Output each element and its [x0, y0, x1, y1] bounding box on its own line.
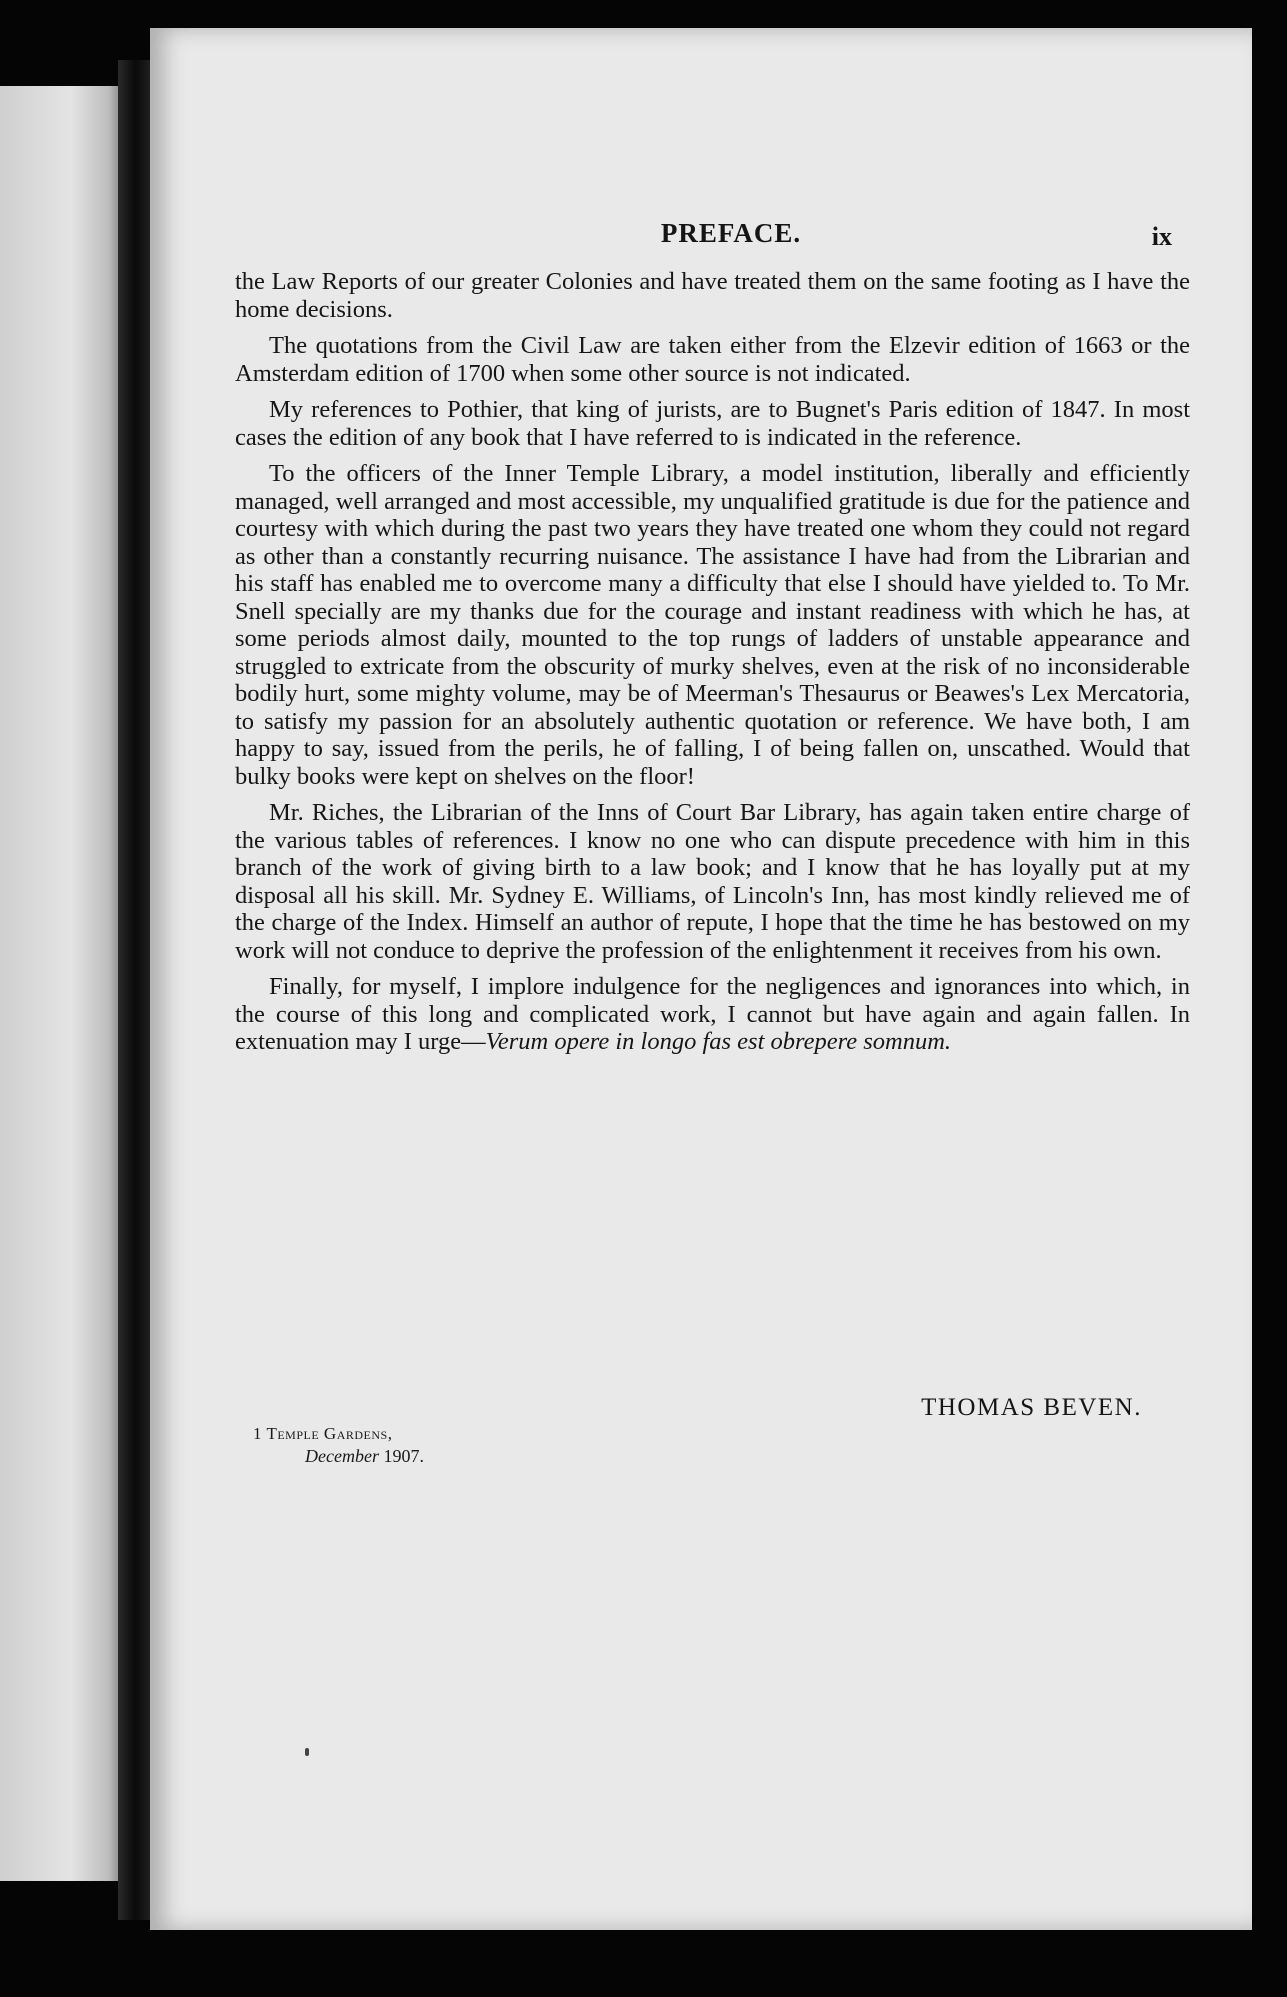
date-year: 1907.: [383, 1446, 424, 1466]
paragraph-inner-temple: To the officers of the Inner Temple Library, a model institution, liberally and efficiently managed, well arranged and most accessible, my unqualified gratitude is due for the patience and courtesy with which during the past two years they have treated one whom they could not regard as other than a constantly recurring nuisance. The assistance I have had from the Librarian and his staff has enabled me to overcome many a difficulty that else I should have yielded to. To Mr. Snell specially are my thanks due for the courage and instant readiness with which he has, at some periods almost daily, mounted to the top rungs of ladders of unstable appearance and struggled to extricate from the obscurity of murky shelves, even at the risk of no inconsiderable bodily hurt, some mighty volume, may be of Meerman's Thesaurus or Beawes's Lex Mercatoria, to satisfy my passion for an absolutely authentic quotation or reference. We have both, I am happy to say, issued from the perils, he of falling, I of being fallen on, unscathed. Would that bulky books were kept on shelves on the floor!: [235, 460, 1190, 790]
paragraph-civil-law: The quotations from the Civil Law are taken either from the Elzevir edition of 1663 or the Amsterdam edition of 1700 when some other source is not indicated.: [235, 332, 1190, 387]
facing-page-edge: [0, 86, 128, 1881]
scan-speck: [305, 1748, 309, 1756]
date-month: December: [305, 1446, 379, 1466]
address-line: 1 Temple Gardens,: [253, 1424, 393, 1443]
paragraph-riches: Mr. Riches, the Librarian of the Inns of Court Bar Library, has again taken entire charge of the various tables of references. I know no one who can dispute precedence with him in this branch of the work of giving birth to a law book; and I know that he has loyally put at my disposal all his skill. Mr. Sydney E. Williams, of Lincoln's Inn, has most kindly relieved me of the charge of the Index. Himself an author of repute, I hope that the time he has bestowed on my work will not conduce to deprive the profession of the enlightenment it receives from his own.: [235, 799, 1190, 964]
address-block: [253, 1423, 424, 1467]
author-signature: THOMAS BEVEN.: [921, 1394, 1142, 1421]
page-number: ix: [1151, 222, 1172, 251]
running-title: PREFACE.: [660, 218, 802, 248]
latin-quote: Verum opere in longo fas est obrepere somnum.: [485, 1028, 952, 1055]
book-gutter: [118, 60, 152, 1920]
paragraph-closing: [235, 973, 1190, 1056]
paragraph-pothier: My references to Pothier, that king of jurists, are to Bugnet's Paris edition of 1847. In most cases the edition of any book that I have referred to is indicated in the reference.: [235, 396, 1190, 451]
paragraph-continuation: the Law Reports of our greater Colonies and have treated them on the same footing as I have the home decisions.: [235, 268, 1190, 323]
page-header: [150, 218, 1252, 258]
body-text: [235, 268, 1190, 1065]
closing-text: Finally, for myself, I implore indulgence for the negligences and ignorances into which, in the course of this long and complicated work, I cannot but have again and again fallen. In extenuation may I urge—: [235, 973, 1190, 1055]
book-page: [150, 28, 1252, 1930]
date-line: [253, 1445, 424, 1467]
